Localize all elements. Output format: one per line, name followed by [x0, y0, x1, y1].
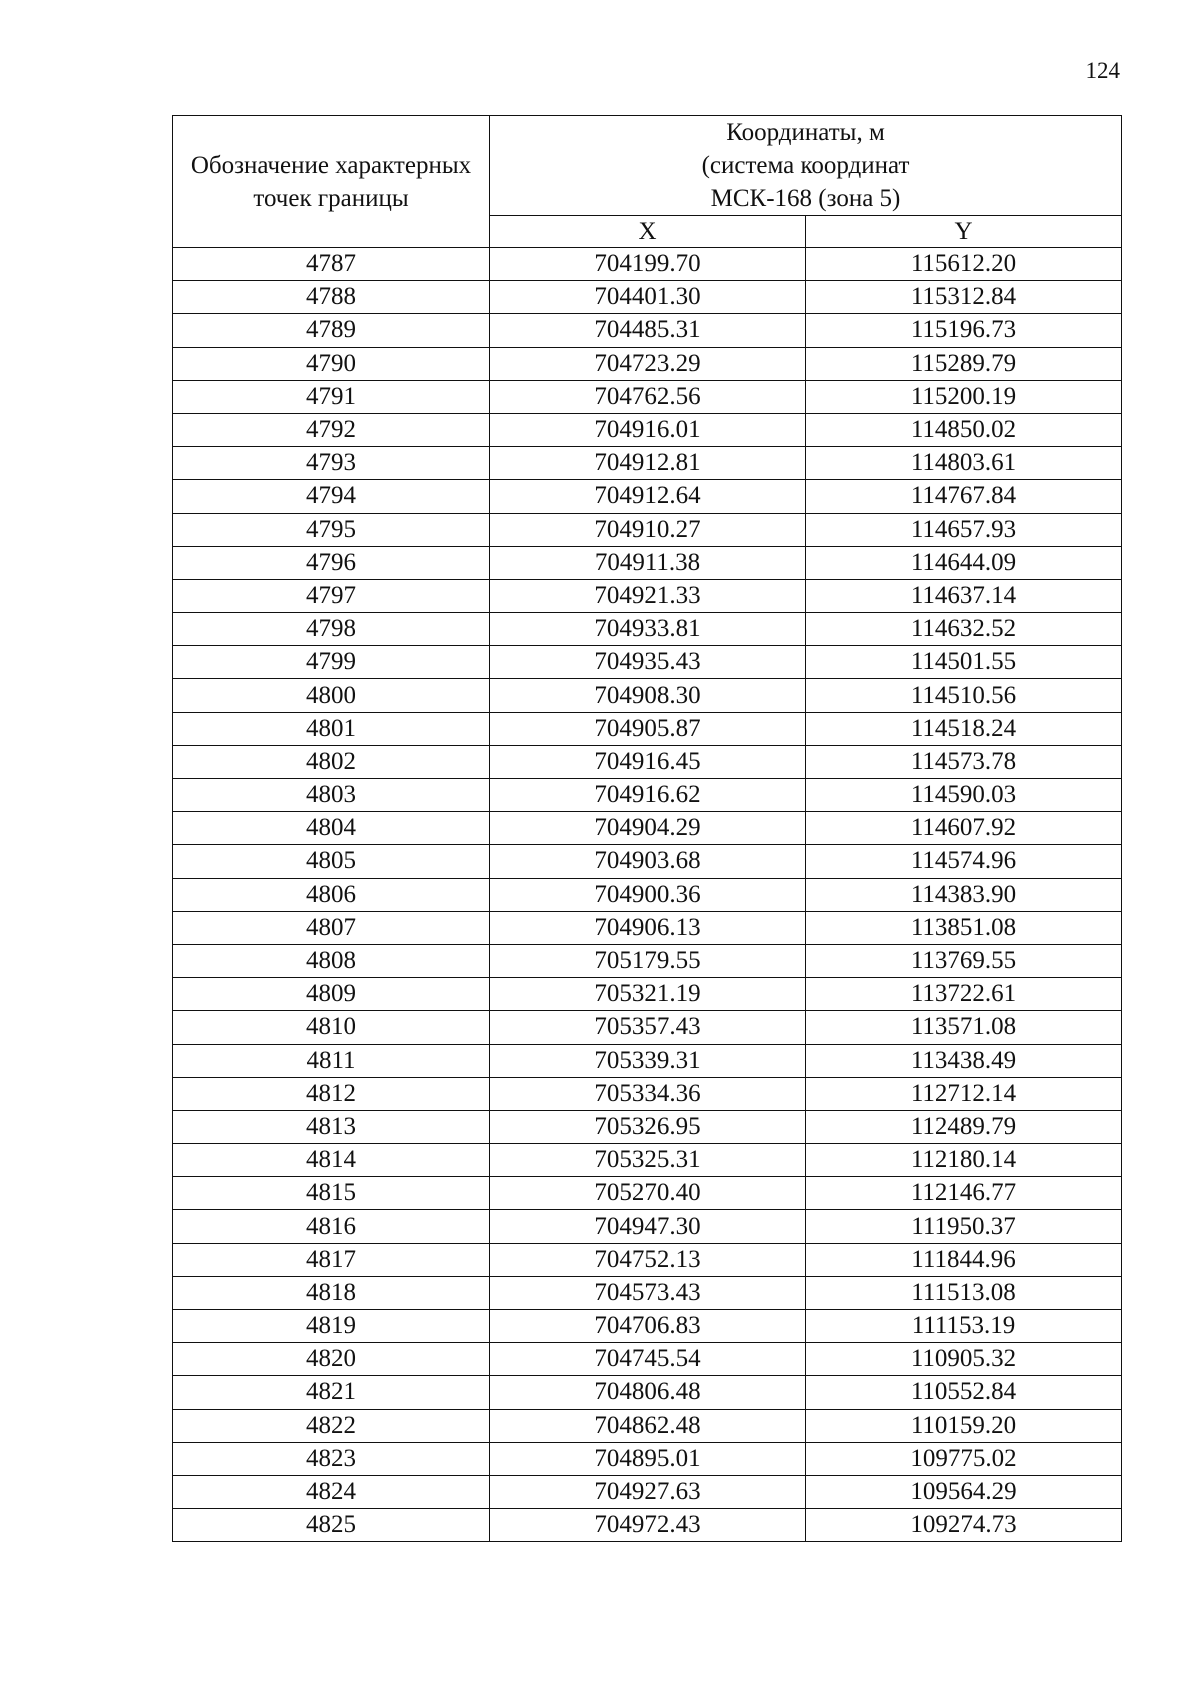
y-coordinate-cell: 114607.92 — [806, 812, 1122, 845]
y-coordinate-cell: 114501.55 — [806, 646, 1122, 679]
coordinates-header-line-3: МСК-168 (зона 5) — [710, 185, 901, 212]
x-coordinate-cell: 704752.13 — [490, 1243, 806, 1276]
x-coordinate-cell: 705179.55 — [490, 944, 806, 977]
point-id-cell: 4817 — [173, 1243, 490, 1276]
point-id-cell: 4825 — [173, 1509, 490, 1542]
x-coordinate-cell: 704911.38 — [490, 546, 806, 579]
point-id-cell: 4800 — [173, 679, 490, 712]
table-row — [173, 646, 1122, 679]
point-id-cell: 4802 — [173, 745, 490, 778]
table-row — [173, 712, 1122, 745]
point-id-cell: 4813 — [173, 1110, 490, 1143]
table-row — [173, 878, 1122, 911]
table-row — [173, 1343, 1122, 1376]
table-row — [173, 911, 1122, 944]
y-coordinate-cell: 114590.03 — [806, 779, 1122, 812]
x-column-header: X — [490, 216, 806, 248]
y-coordinate-cell: 114803.61 — [806, 447, 1122, 480]
table-row — [173, 1310, 1122, 1343]
point-id-cell: 4821 — [173, 1376, 490, 1409]
table-row — [173, 1376, 1122, 1409]
table-row — [173, 1044, 1122, 1077]
x-coordinate-cell: 704573.43 — [490, 1276, 806, 1309]
point-id-cell: 4788 — [173, 281, 490, 314]
x-coordinate-cell: 705334.36 — [490, 1077, 806, 1110]
point-id-cell: 4798 — [173, 613, 490, 646]
table-row — [173, 447, 1122, 480]
y-coordinate-cell: 115200.19 — [806, 380, 1122, 413]
table-row — [173, 745, 1122, 778]
y-coordinate-cell: 115289.79 — [806, 347, 1122, 380]
x-coordinate-cell: 704912.81 — [490, 447, 806, 480]
table-row — [173, 613, 1122, 646]
x-coordinate-cell: 704912.64 — [490, 480, 806, 513]
x-coordinate-cell: 704862.48 — [490, 1409, 806, 1442]
point-id-cell: 4795 — [173, 513, 490, 546]
table-header — [173, 116, 1122, 248]
y-coordinate-cell: 110905.32 — [806, 1343, 1122, 1376]
y-coordinate-cell: 109274.73 — [806, 1509, 1122, 1542]
table-row — [173, 1276, 1122, 1309]
y-coordinate-cell: 114510.56 — [806, 679, 1122, 712]
point-id-cell: 4787 — [173, 248, 490, 281]
x-coordinate-cell: 704906.13 — [490, 911, 806, 944]
table-row — [173, 978, 1122, 1011]
y-coordinate-cell: 114573.78 — [806, 745, 1122, 778]
table-row — [173, 347, 1122, 380]
y-coordinate-cell: 115196.73 — [806, 314, 1122, 347]
x-coordinate-cell: 704199.70 — [490, 248, 806, 281]
table-row — [173, 513, 1122, 546]
table-row — [173, 248, 1122, 281]
x-coordinate-cell: 704916.01 — [490, 413, 806, 446]
table-row — [173, 1077, 1122, 1110]
y-coordinate-cell: 112146.77 — [806, 1177, 1122, 1210]
x-coordinate-cell: 704723.29 — [490, 347, 806, 380]
point-id-cell: 4809 — [173, 978, 490, 1011]
table-row — [173, 1509, 1122, 1542]
y-coordinate-cell: 114767.84 — [806, 480, 1122, 513]
table-row — [173, 1243, 1122, 1276]
point-id-cell: 4819 — [173, 1310, 490, 1343]
x-coordinate-cell: 704921.33 — [490, 579, 806, 612]
point-id-cell: 4814 — [173, 1144, 490, 1177]
y-coordinate-cell: 115612.20 — [806, 248, 1122, 281]
table-row — [173, 1409, 1122, 1442]
y-coordinate-cell: 114850.02 — [806, 413, 1122, 446]
y-coordinate-cell: 113851.08 — [806, 911, 1122, 944]
point-id-cell: 4820 — [173, 1343, 490, 1376]
table-row — [173, 281, 1122, 314]
x-coordinate-cell: 704905.87 — [490, 712, 806, 745]
x-coordinate-cell: 704947.30 — [490, 1210, 806, 1243]
y-coordinate-cell: 114644.09 — [806, 546, 1122, 579]
table-row — [173, 1442, 1122, 1475]
table-row — [173, 1177, 1122, 1210]
y-coordinate-cell: 111950.37 — [806, 1210, 1122, 1243]
table-row — [173, 546, 1122, 579]
table-row — [173, 1110, 1122, 1143]
point-id-cell: 4792 — [173, 413, 490, 446]
x-coordinate-cell: 705270.40 — [490, 1177, 806, 1210]
table-row — [173, 1475, 1122, 1508]
y-coordinate-cell: 112489.79 — [806, 1110, 1122, 1143]
x-coordinate-cell: 704916.62 — [490, 779, 806, 812]
point-id-cell: 4807 — [173, 911, 490, 944]
y-coordinate-cell: 110159.20 — [806, 1409, 1122, 1442]
point-id-cell: 4789 — [173, 314, 490, 347]
y-coordinate-cell: 113438.49 — [806, 1044, 1122, 1077]
x-coordinate-cell: 704935.43 — [490, 646, 806, 679]
y-column-header: Y — [806, 216, 1122, 248]
x-coordinate-cell: 704762.56 — [490, 380, 806, 413]
point-id-cell: 4815 — [173, 1177, 490, 1210]
x-coordinate-cell: 704916.45 — [490, 745, 806, 778]
y-coordinate-cell: 112180.14 — [806, 1144, 1122, 1177]
point-id-cell: 4805 — [173, 845, 490, 878]
y-coordinate-cell: 112712.14 — [806, 1077, 1122, 1110]
table-body — [173, 248, 1122, 1542]
point-id-cell: 4823 — [173, 1442, 490, 1475]
table-row — [173, 845, 1122, 878]
table-row — [173, 812, 1122, 845]
y-coordinate-cell: 114657.93 — [806, 513, 1122, 546]
x-coordinate-cell: 704485.31 — [490, 314, 806, 347]
x-coordinate-cell: 705326.95 — [490, 1110, 806, 1143]
table-row — [173, 413, 1122, 446]
table-row — [173, 944, 1122, 977]
y-coordinate-cell: 113571.08 — [806, 1011, 1122, 1044]
point-id-cell: 4818 — [173, 1276, 490, 1309]
table-row — [173, 779, 1122, 812]
point-id-cell: 4799 — [173, 646, 490, 679]
y-coordinate-cell: 110552.84 — [806, 1376, 1122, 1409]
point-id-cell: 4822 — [173, 1409, 490, 1442]
table-row — [173, 679, 1122, 712]
x-coordinate-cell: 704745.54 — [490, 1343, 806, 1376]
point-id-cell: 4804 — [173, 812, 490, 845]
y-coordinate-cell: 114574.96 — [806, 845, 1122, 878]
table-row — [173, 314, 1122, 347]
coordinates-table — [172, 115, 1122, 1542]
y-coordinate-cell: 114632.52 — [806, 613, 1122, 646]
point-id-cell: 4796 — [173, 546, 490, 579]
y-coordinate-cell: 113769.55 — [806, 944, 1122, 977]
page-number: 124 — [1085, 58, 1120, 83]
x-coordinate-cell: 705325.31 — [490, 1144, 806, 1177]
x-coordinate-cell: 704900.36 — [490, 878, 806, 911]
y-coordinate-cell: 115312.84 — [806, 281, 1122, 314]
x-coordinate-cell: 704401.30 — [490, 281, 806, 314]
x-coordinate-cell: 704895.01 — [490, 1442, 806, 1475]
x-coordinate-cell: 704933.81 — [490, 613, 806, 646]
table-row — [173, 579, 1122, 612]
point-id-cell: 4811 — [173, 1044, 490, 1077]
x-coordinate-cell: 704910.27 — [490, 513, 806, 546]
points-column-header: Обозначение характерных точек границы — [173, 116, 490, 248]
point-id-cell: 4801 — [173, 712, 490, 745]
y-coordinate-cell: 109775.02 — [806, 1442, 1122, 1475]
table-row — [173, 1011, 1122, 1044]
x-coordinate-cell: 705321.19 — [490, 978, 806, 1011]
point-id-cell: 4808 — [173, 944, 490, 977]
x-coordinate-cell: 704903.68 — [490, 845, 806, 878]
coordinates-column-header — [490, 116, 1122, 216]
x-coordinate-cell: 704806.48 — [490, 1376, 806, 1409]
y-coordinate-cell: 114518.24 — [806, 712, 1122, 745]
x-coordinate-cell: 704972.43 — [490, 1509, 806, 1542]
point-id-cell: 4810 — [173, 1011, 490, 1044]
y-coordinate-cell: 109564.29 — [806, 1475, 1122, 1508]
point-id-cell: 4824 — [173, 1475, 490, 1508]
y-coordinate-cell: 114637.14 — [806, 579, 1122, 612]
point-id-cell: 4790 — [173, 347, 490, 380]
point-id-cell: 4806 — [173, 878, 490, 911]
x-coordinate-cell: 704908.30 — [490, 679, 806, 712]
point-id-cell: 4812 — [173, 1077, 490, 1110]
x-coordinate-cell: 705357.43 — [490, 1011, 806, 1044]
point-id-cell: 4816 — [173, 1210, 490, 1243]
point-id-cell: 4803 — [173, 779, 490, 812]
point-id-cell: 4791 — [173, 380, 490, 413]
coordinates-header-line-1: Координаты, м — [726, 119, 885, 146]
table-row — [173, 380, 1122, 413]
point-id-cell: 4797 — [173, 579, 490, 612]
x-coordinate-cell: 704904.29 — [490, 812, 806, 845]
y-coordinate-cell: 111153.19 — [806, 1310, 1122, 1343]
coordinates-header-line-2: (система координат — [701, 152, 910, 179]
table-row — [173, 1144, 1122, 1177]
x-coordinate-cell: 704927.63 — [490, 1475, 806, 1508]
header-row — [173, 116, 1122, 216]
x-coordinate-cell: 704706.83 — [490, 1310, 806, 1343]
y-coordinate-cell: 111513.08 — [806, 1276, 1122, 1309]
y-coordinate-cell: 114383.90 — [806, 878, 1122, 911]
point-id-cell: 4793 — [173, 447, 490, 480]
point-id-cell: 4794 — [173, 480, 490, 513]
y-coordinate-cell: 113722.61 — [806, 978, 1122, 1011]
table-row — [173, 480, 1122, 513]
y-coordinate-cell: 111844.96 — [806, 1243, 1122, 1276]
table-row — [173, 1210, 1122, 1243]
x-coordinate-cell: 705339.31 — [490, 1044, 806, 1077]
